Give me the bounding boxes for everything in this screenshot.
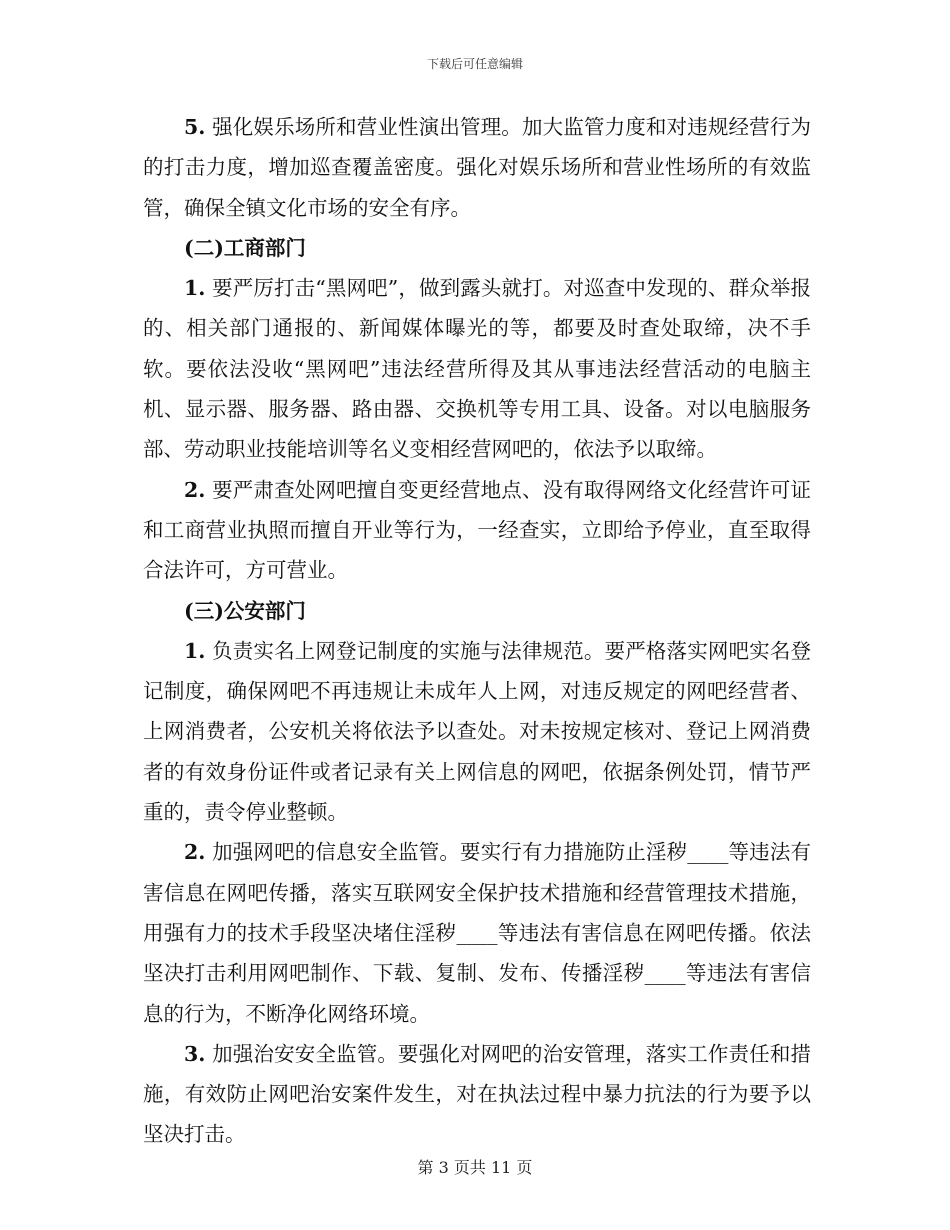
section-heading-police: (三)公安部门 xyxy=(184,598,306,623)
paragraph-5-entertainment xyxy=(143,107,811,228)
item-number: 1. xyxy=(184,276,206,301)
paragraph-text: 加强网吧的信息安全监管。要实行有力措施防止淫秽____等违法有害信息在网吧传播，落实互联网安全保护技术措施和经营管理技术措施，用强有力的技术手段坚决堵住淫秽____等违法有害信息在网吧传播。依法坚决打击利用网吧制作、下载、复制、发布、传播淫秽____等违法有害信息的行为，不断净化网络环境。 xyxy=(143,840,811,1026)
page-number: 第 3 页共 11 页 xyxy=(417,1158,533,1177)
paragraph-1-realname xyxy=(143,631,811,832)
item-number: 1. xyxy=(184,638,206,663)
paragraph-3-public-security xyxy=(143,1034,811,1155)
item-number: 5. xyxy=(184,115,206,139)
paragraph-1-black-netcafe xyxy=(143,268,811,469)
paragraph-2-license xyxy=(143,470,811,591)
header-note: 下载后可任意编辑 xyxy=(426,57,523,71)
item-number: 2. xyxy=(184,477,206,502)
paragraph-text: 加强治安安全监管。要强化对网吧的治安管理，落实工作责任和措施，有效防止网吧治安案件发生，对在执法过程中暴力抗法的行为要予以坚决打击。 xyxy=(143,1041,811,1147)
item-number: 2. xyxy=(184,840,206,865)
paragraph-text: 负责实名上网登记制度的实施与法律规范。要严格落实网吧实名登记制度，确保网吧不再违规让未成年人上网，对违反规定的网吧经营者、上网消费者，公安机关将依法予以查处。对未按规定核对、登记上网消费者的有效身份证件或者记录有关上网信息的网吧，依据条例处罚，情节严重的，责令停业整顿。 xyxy=(143,638,811,825)
paragraph-text: 要严肃查处网吧擅自变更经营地点、没有取得网络文化经营许可证和工商营业执照而擅自开业等行为，一经查实，立即给予停业，直至取得合法许可，方可营业。 xyxy=(143,477,811,583)
paragraph-2-info-security xyxy=(143,832,811,1033)
paragraph-text: 要严厉打击“黑网吧”，做到露头就打。对巡查中发现的、群众举报的、相关部门通报的、新闻媒体曝光的等，都要及时查处取缔，决不手软。要依法没收“黑网吧”违法经营所得及其从事违法经营活动的电脑主机、显示器、服务器、路由器、交换机等专用工具、设备。对以电脑服务部、劳动职业技能培训等名义变相经营网吧的，依法予以取缔。 xyxy=(143,276,811,462)
paragraph-text: 强化娱乐场所和营业性演出管理。加大监管力度和对违规经营行为的打击力度，增加巡查覆盖密度。强化对娱乐场所和营业性场所的有效监管，确保全镇文化市场的安全有序。 xyxy=(143,115,811,220)
document-body xyxy=(143,107,811,1155)
section-heading-commerce: (二)工商部门 xyxy=(184,235,306,260)
item-number: 3. xyxy=(184,1041,206,1066)
